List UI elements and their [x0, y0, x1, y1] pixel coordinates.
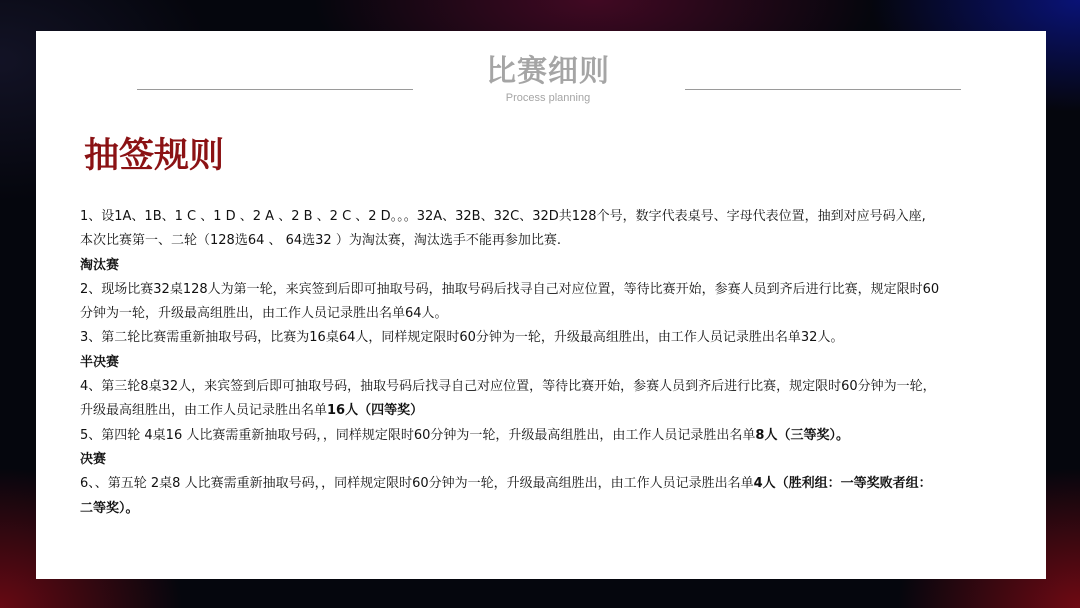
rule-1-line-2: 本次比赛第一、二轮（128选64 、 64选32 ）为淘汰赛，淘汰选手不能再参加比赛. — [80, 233, 561, 249]
heading-final: 决赛 — [80, 451, 107, 467]
rule-6-line-1 — [80, 472, 1030, 496]
rule-3-line-1: 3、第二轮比赛需重新抽取号码，比赛为16桌64人，同样规定限时60分钟为一轮，升级最高组胜出，由工作人员记录胜出名单32人。 — [80, 330, 844, 346]
rule-5-highlight: 8人（三等奖）。 — [755, 427, 849, 443]
rule-1-line-1: 1、设1A、1B、1 C 、1 D 、2 A 、2 B 、2 C 、2 D。。。32A、32B、32C、32D共128个号，数字代表桌号、字母代表位置，抽到对应号码入座, — [80, 209, 926, 224]
slide-card — [36, 31, 1046, 579]
rule-6-text: 6、、第五轮 2桌8 人比赛需重新抽取号码，，同样规定限时60分钟为一轮，升级最高组胜出，由工作人员记录胜出名单 — [80, 476, 754, 492]
rule-2-line-2: 分钟为一轮，升级最高组胜出，由工作人员记录胜出名单64人。 — [80, 306, 448, 322]
rule-6-highlight: 4人（胜利组：一等奖败者组： — [753, 476, 932, 492]
heading-semifinal: 半决赛 — [80, 354, 120, 370]
section-title: 抽签规则 — [84, 136, 225, 176]
rule-5-text: 5、第四轮 4桌16 人比赛需重新抽取号码，，同样规定限时60分钟为一轮，升级最高组胜出，由工作人员记录胜出名单 — [80, 427, 756, 443]
rule-6-line-2: 二等奖）。 — [80, 500, 139, 516]
rule-4-line-2-text: 升级最高组胜出，由工作人员记录胜出名单 — [80, 403, 328, 419]
heading-knockout: 淘汰赛 — [80, 257, 120, 273]
rule-4-line-2 — [80, 399, 1030, 423]
header-title: 比赛细则 — [486, 54, 610, 89]
header-subtitle: Process planning — [505, 92, 591, 104]
rule-4-line-1: 4、第三轮8桌32人，来宾签到后即可抽取号码，抽取号码后找寻自己对应位置，等待比赛开始，参赛人员到齐后进行比赛，规定限时60分钟为一轮， — [80, 379, 936, 395]
rule-4-highlight: 16人（四等奖） — [327, 403, 424, 419]
rules-content — [80, 205, 1030, 521]
rule-5-line-1 — [80, 424, 1030, 448]
rule-2-line-1: 2、现场比赛32桌128人为第一轮，来宾签到后即可抽取号码，抽取号码后找寻自己对应位置，等待比赛开始，参赛人员到齐后进行比赛，规定限时60 — [80, 281, 940, 297]
